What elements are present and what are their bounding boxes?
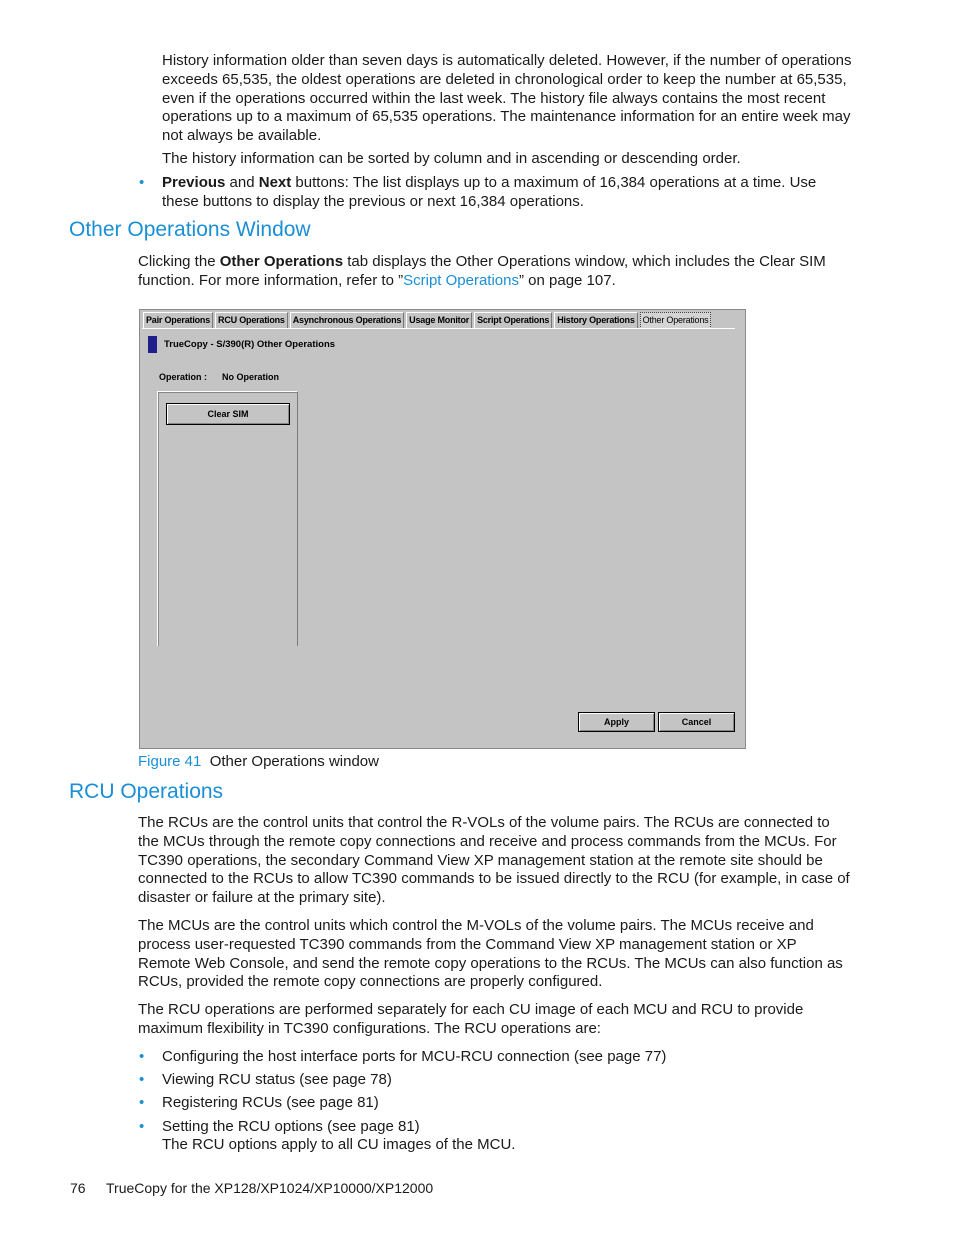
- section-heading-other-operations: Other Operations Window: [69, 218, 311, 241]
- rcu-paragraph-3: The RCU operations are performed separately for each CU image of each MCU and RCU to provide maximum flexibility in TC390 configurations. The RCU operations are:: [138, 1001, 804, 1037]
- window-title: TrueCopy - S/390(R) Other Operations: [164, 339, 336, 350]
- rcu-bullet-2: Viewing RCU status (see page 78): [162, 1071, 392, 1088]
- script-operations-link[interactable]: Script Operations: [403, 271, 519, 289]
- text: tab displays the Other Operations window, which includes the Clear SIM function. For more information, refer to ”: [138, 253, 826, 289]
- bullet-text: buttons: The list displays up to a maximum of 16,384 operations at a time. Use these buttons to display the previous or next 16,384 operations.: [162, 174, 817, 210]
- clear-sim-button[interactable]: Clear SIM: [166, 403, 290, 425]
- tab-history-operations[interactable]: History Operations: [554, 312, 637, 328]
- tab-pair-operations[interactable]: Pair Operations: [143, 312, 213, 328]
- figure-caption: [138, 753, 379, 772]
- bullet-marker: •: [139, 174, 145, 191]
- footer-title: TrueCopy for the XP128/XP1024/XP10000/XP12000: [106, 1180, 434, 1196]
- intro-paragraph-1: History information older than seven days is automatically deleted. However, if the number of operations exceeds 65,535, the oldest operations are deleted in chronological order to keep the number at 65,535, even if the operations occurred within the last week. The history file always contains the most recent operations up to a maximum of 65,535 operations. The maintenance information for an entire week may not always be available.: [162, 52, 852, 145]
- tab-asynchronous-operations[interactable]: Asynchronous Operations: [290, 312, 404, 328]
- rcu-bullet-3: Registering RCUs (see page 81): [162, 1094, 379, 1111]
- section-heading-rcu-operations: RCU Operations: [69, 780, 224, 803]
- rcu-bullet-1: Configuring the host interface ports for MCU-RCU connection (see page 77): [162, 1048, 667, 1065]
- text: Clicking the: [138, 253, 220, 270]
- other-operations-window-screenshot: [139, 309, 746, 749]
- intro-bullet-buttons: [162, 174, 852, 212]
- tab-other-operations[interactable]: Other Operations: [640, 312, 712, 329]
- bullet-marker: •: [139, 1118, 145, 1135]
- text: ” on page 107.: [519, 271, 616, 289]
- bullet-marker: •: [139, 1094, 145, 1111]
- bullet-text: and: [225, 174, 259, 191]
- tab-rcu-operations[interactable]: RCU Operations: [215, 312, 288, 328]
- section1-paragraph: [138, 253, 848, 291]
- previous-term: Previous: [162, 174, 226, 191]
- bullet-marker: •: [139, 1048, 145, 1065]
- operation-label: Operation :: [159, 372, 208, 382]
- rcu-paragraph-2: The MCUs are the control units which control the M-VOLs of the volume pairs. The MCUs receive and process user-requested TC390 commands from the Command View XP management station or XP Remote Web Console, and send the remote copy operations to the RCUs. The MCUs can also function as RCUs, provided the remote copy connections are properly configured.: [138, 917, 843, 991]
- other-operations-term: Other Operations: [219, 253, 344, 270]
- apply-button[interactable]: Apply: [578, 712, 655, 732]
- tab-usage-monitor[interactable]: Usage Monitor: [406, 312, 472, 328]
- figure-number: Figure 41: [138, 753, 202, 770]
- next-term: Next: [258, 174, 292, 191]
- bullet-marker: •: [139, 1071, 145, 1088]
- rcu-paragraph-1: The RCUs are the control units that control the R-VOLs of the volume pairs. The RCUs are connected to the MCUs through the remote copy connections and receive and process commands from the MCUs. For TC390 operations, the secondary Command View XP management station at the remote site should be connected to the RCUs to allow TC390 commands to be issued directly to the RCU (for example, in case of disaster or failure at the primary site).: [138, 814, 850, 907]
- title-marker-icon: [148, 336, 157, 353]
- page-number: 76: [70, 1180, 86, 1196]
- tab-script-operations[interactable]: Script Operations: [474, 312, 552, 328]
- tab-divider: [142, 328, 735, 329]
- operation-value: No Operation: [222, 372, 280, 382]
- figure-caption-text: Other Operations window: [209, 753, 379, 770]
- operations-panel: [157, 391, 298, 646]
- rcu-bullet-4-note: The RCU options apply to all CU images of the MCU.: [162, 1136, 516, 1153]
- cancel-button[interactable]: Cancel: [658, 712, 735, 732]
- intro-paragraph-2: The history information can be sorted by column and in ascending or descending order.: [162, 150, 741, 167]
- rcu-bullet-4: Setting the RCU options (see page 81): [162, 1118, 420, 1135]
- tab-bar: [143, 312, 713, 329]
